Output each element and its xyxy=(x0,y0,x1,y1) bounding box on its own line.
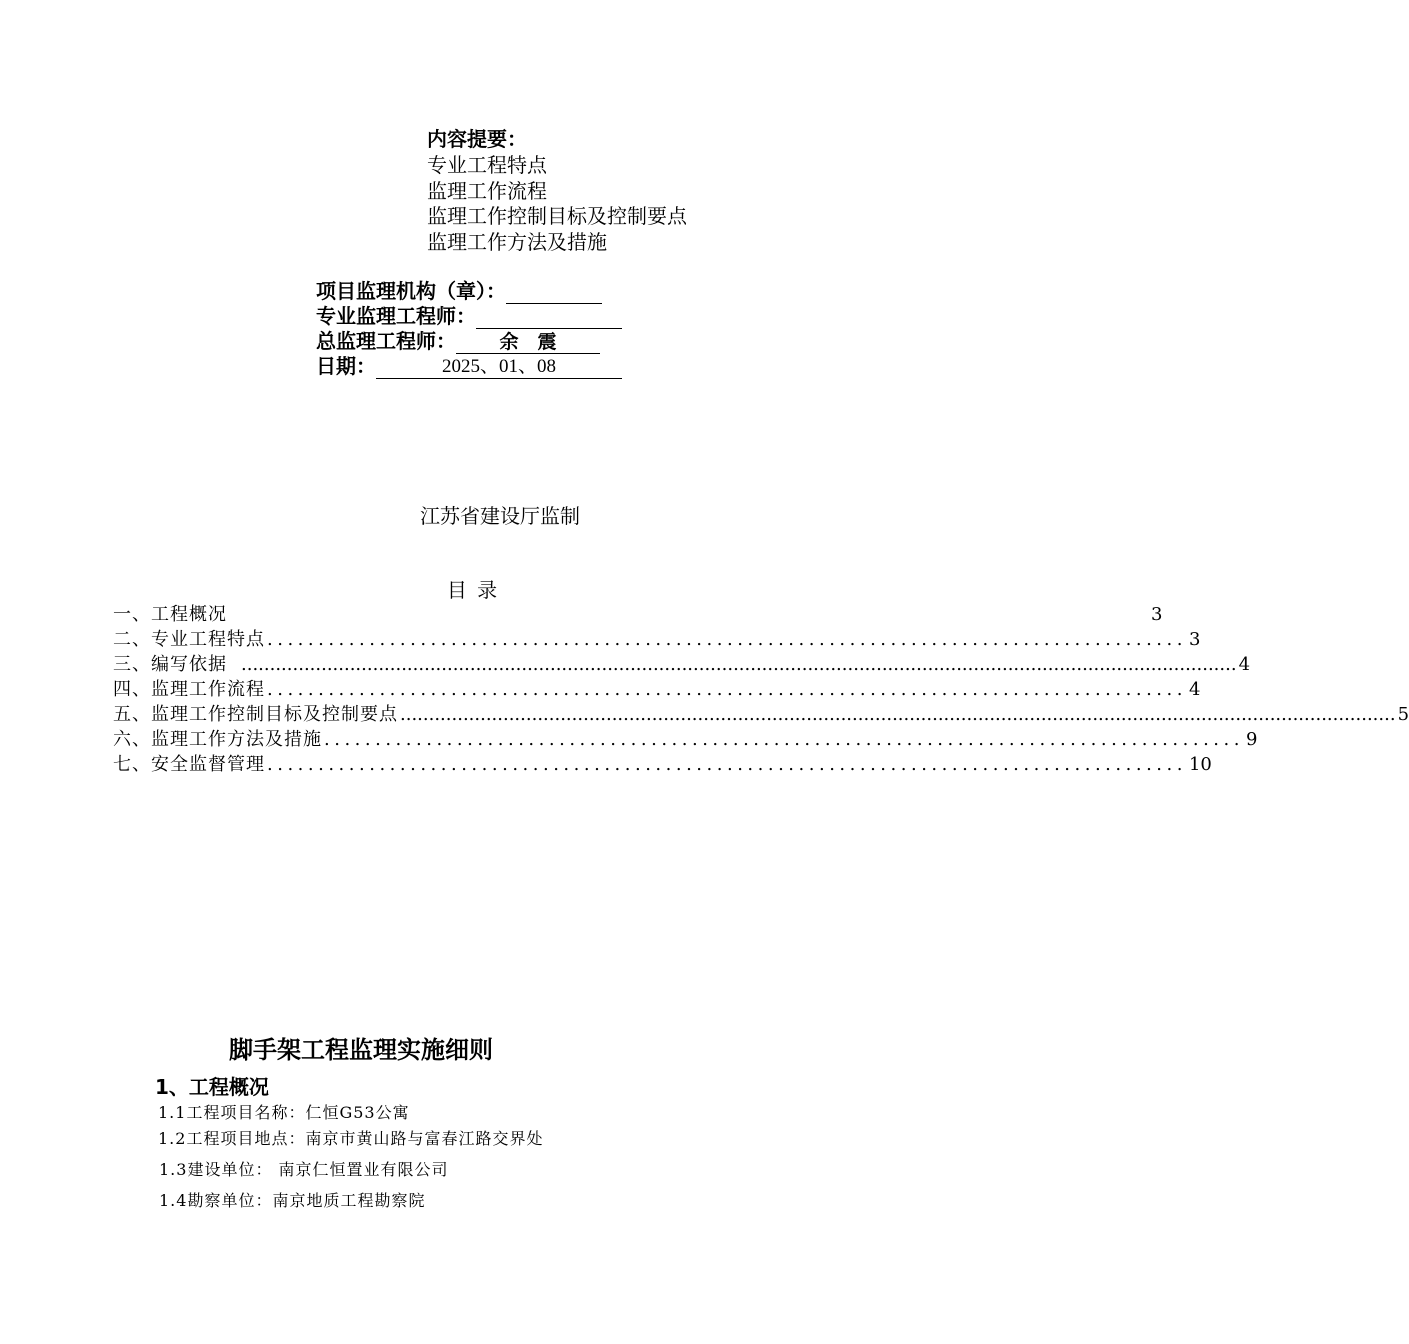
summary-item: 监理工作流程 xyxy=(427,179,547,203)
toc-entry xyxy=(113,725,1258,750)
toc-leader: .............................................................................................................................................................................. xyxy=(400,704,1396,725)
date-label: 日期： xyxy=(316,354,376,378)
toc-leader: .............................................................................................................................................................................. xyxy=(241,654,1237,675)
toc-entry-page: 9 xyxy=(1245,729,1258,750)
toc-entry-label: 三、编写依据 xyxy=(113,654,227,675)
toc-entry xyxy=(113,600,1163,625)
toc-entry-label: 二、专业工程特点 xyxy=(113,629,265,650)
toc-entry-page: 4 xyxy=(1238,654,1251,675)
date-value: 2025、01、08 xyxy=(376,356,622,379)
chief-name: 余 震 xyxy=(456,331,600,354)
agency-label: 项目监理机构（章）： xyxy=(316,279,506,303)
toc-entry xyxy=(113,750,1212,775)
toc-title: 目 录 xyxy=(446,578,500,602)
project-location: 1.2工程项目地点：南京市黄山路与富春江路交界处 xyxy=(158,1129,544,1148)
document-title: 脚手架工程监理实施细则 xyxy=(229,1036,493,1064)
engineer-label: 专业监理工程师： xyxy=(316,304,476,328)
toc-entry xyxy=(113,675,1201,700)
issuing-authority: 江苏省建设厅监制 xyxy=(420,504,580,528)
summary-item: 监理工作控制目标及控制要点 xyxy=(427,204,687,228)
section-heading: 1、工程概况 xyxy=(155,1075,269,1099)
project-name: 1.1工程项目名称：仁恒G53公寓 xyxy=(158,1103,410,1122)
toc-entry xyxy=(113,625,1201,650)
toc-entry xyxy=(113,650,1251,675)
toc-entry-label: 六、监理工作方法及措施 xyxy=(113,729,322,750)
toc-entry-page: 5 xyxy=(1397,704,1409,725)
toc-entry-page: 3 xyxy=(1188,629,1201,650)
summary-title: 内容提要： xyxy=(427,127,527,151)
construction-unit: 1.3建设单位： 南京仁恒置业有限公司 xyxy=(159,1160,449,1179)
toc-entry xyxy=(113,700,1409,725)
toc-entry-page: 10 xyxy=(1188,754,1212,775)
toc-leader: .......................................................................................... xyxy=(267,679,1187,700)
date-row xyxy=(316,350,622,379)
toc-leader xyxy=(229,604,1149,625)
summary-item: 监理工作方法及措施 xyxy=(427,230,607,254)
toc-entry-label: 五、监理工作控制目标及控制要点 xyxy=(113,704,398,725)
summary-item: 专业工程特点 xyxy=(427,153,547,177)
toc-entry-label: 四、监理工作流程 xyxy=(113,679,265,700)
toc-leader: .......................................................................................... xyxy=(267,754,1187,775)
survey-unit: 1.4勘察单位：南京地质工程勘察院 xyxy=(159,1191,426,1210)
toc-entry-page: 4 xyxy=(1188,679,1201,700)
toc-leader: .......................................................................................... xyxy=(267,629,1187,650)
toc-entry-label: 七、安全监督管理 xyxy=(113,754,265,775)
chief-label: 总监理工程师： xyxy=(316,329,456,353)
toc-entry-page: 3 xyxy=(1150,604,1163,625)
toc-entry-label: 一、工程概况 xyxy=(113,604,227,625)
toc-leader: .......................................................................................... xyxy=(324,729,1244,750)
